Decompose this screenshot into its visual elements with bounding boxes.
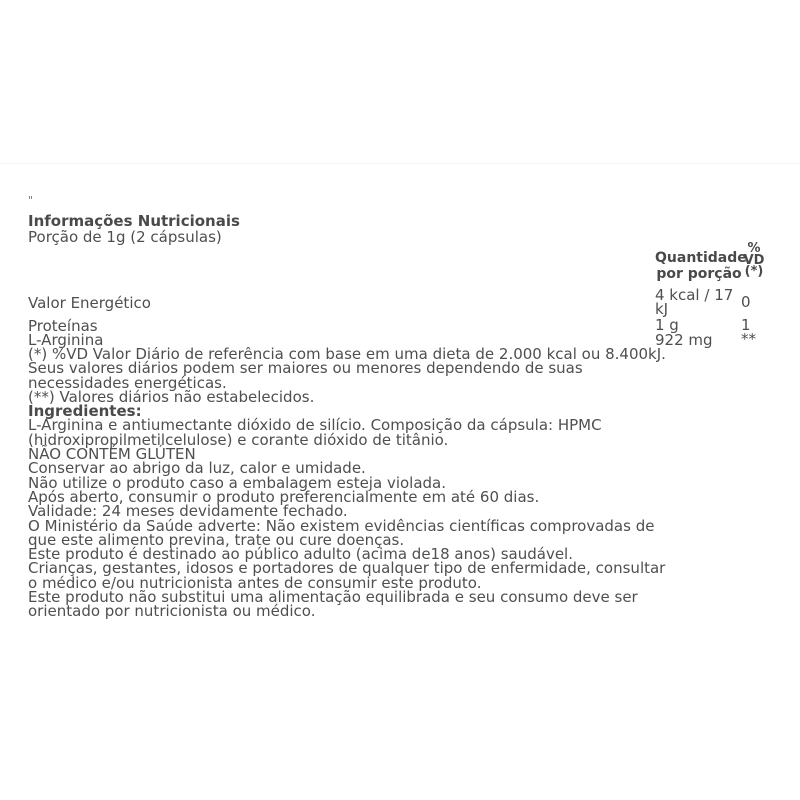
row-vd-protein: 1 bbox=[741, 316, 751, 334]
warning-diet: Este produto não substitui uma alimentação equilibrada e seu consumo deve ser orientado por nutricionista ou médico. bbox=[28, 588, 638, 621]
warning-package: Não utilize o produto caso a embalagem esteja violada. bbox=[28, 473, 447, 492]
column-header-vd: % VD (*) bbox=[743, 241, 765, 279]
warning-after-opening: Após aberto, consumir o produto preferencialmente em até 60 dias. bbox=[28, 487, 540, 506]
row-vd-arginine: ** bbox=[741, 330, 756, 348]
row-qty-arginine: 922 mg bbox=[655, 331, 713, 349]
row-qty-protein: 1 g bbox=[655, 316, 679, 334]
row-label-energy: Valor Energético bbox=[28, 294, 151, 312]
warning-consult: Crianças, gestantes, idosos e portadores de qualquer tipo de enfermidade, consultar o médico e/ou nutricionista antes de consumir este produto. bbox=[28, 559, 666, 592]
no-vd-footnote: (**) Valores diários não estabelecidos. bbox=[28, 387, 315, 406]
quote-mark: " bbox=[28, 194, 34, 207]
warning-validity: Validade: 24 meses devidamente fechado. bbox=[28, 502, 348, 521]
gluten-notice: NÃO CONTÉM GLÚTEN bbox=[28, 445, 196, 464]
ingredients-text: L-Arginina e antiumectante dióxido de silício. Composição da cápsula: HPMC (hidroxipropilmetilcelulose) e corante dióxido de titânio. bbox=[28, 416, 602, 449]
label-body-text bbox=[28, 347, 668, 631]
portion-size: Porção de 1g (2 cápsulas) bbox=[28, 228, 222, 246]
column-header-quantity: Quantidade por porção bbox=[655, 250, 747, 282]
warning-adult: Este produto é destinado ao público adulto (acima de18 anos) saudável. bbox=[28, 545, 573, 564]
ingredients-heading: Ingredientes: bbox=[28, 402, 142, 421]
row-qty-energy: 4 kcal / 17 kJ bbox=[655, 286, 734, 318]
nutrition-title: Informações Nutricionais bbox=[28, 212, 240, 230]
vd-footnote: (*) %VD Valor Diário de referência com base em uma dieta de 2.000 kcal ou 8.400kJ. Seus valores diários podem ser maiores ou menores dependendo de suas necessidades energéticas. bbox=[28, 347, 666, 392]
row-label-arginine: L-Arginina bbox=[28, 331, 104, 349]
warning-storage: Conservar ao abrigo da luz, calor e umidade. bbox=[28, 459, 366, 478]
top-blank-area bbox=[0, 0, 800, 164]
row-vd-energy: 0 bbox=[741, 293, 751, 311]
row-label-protein: Proteínas bbox=[28, 317, 98, 335]
warning-ministry: O Ministério da Saúde adverte: Não existem evidências científicas comprovadas de que este alimento previna, trate ou cure doenças. bbox=[28, 516, 655, 549]
